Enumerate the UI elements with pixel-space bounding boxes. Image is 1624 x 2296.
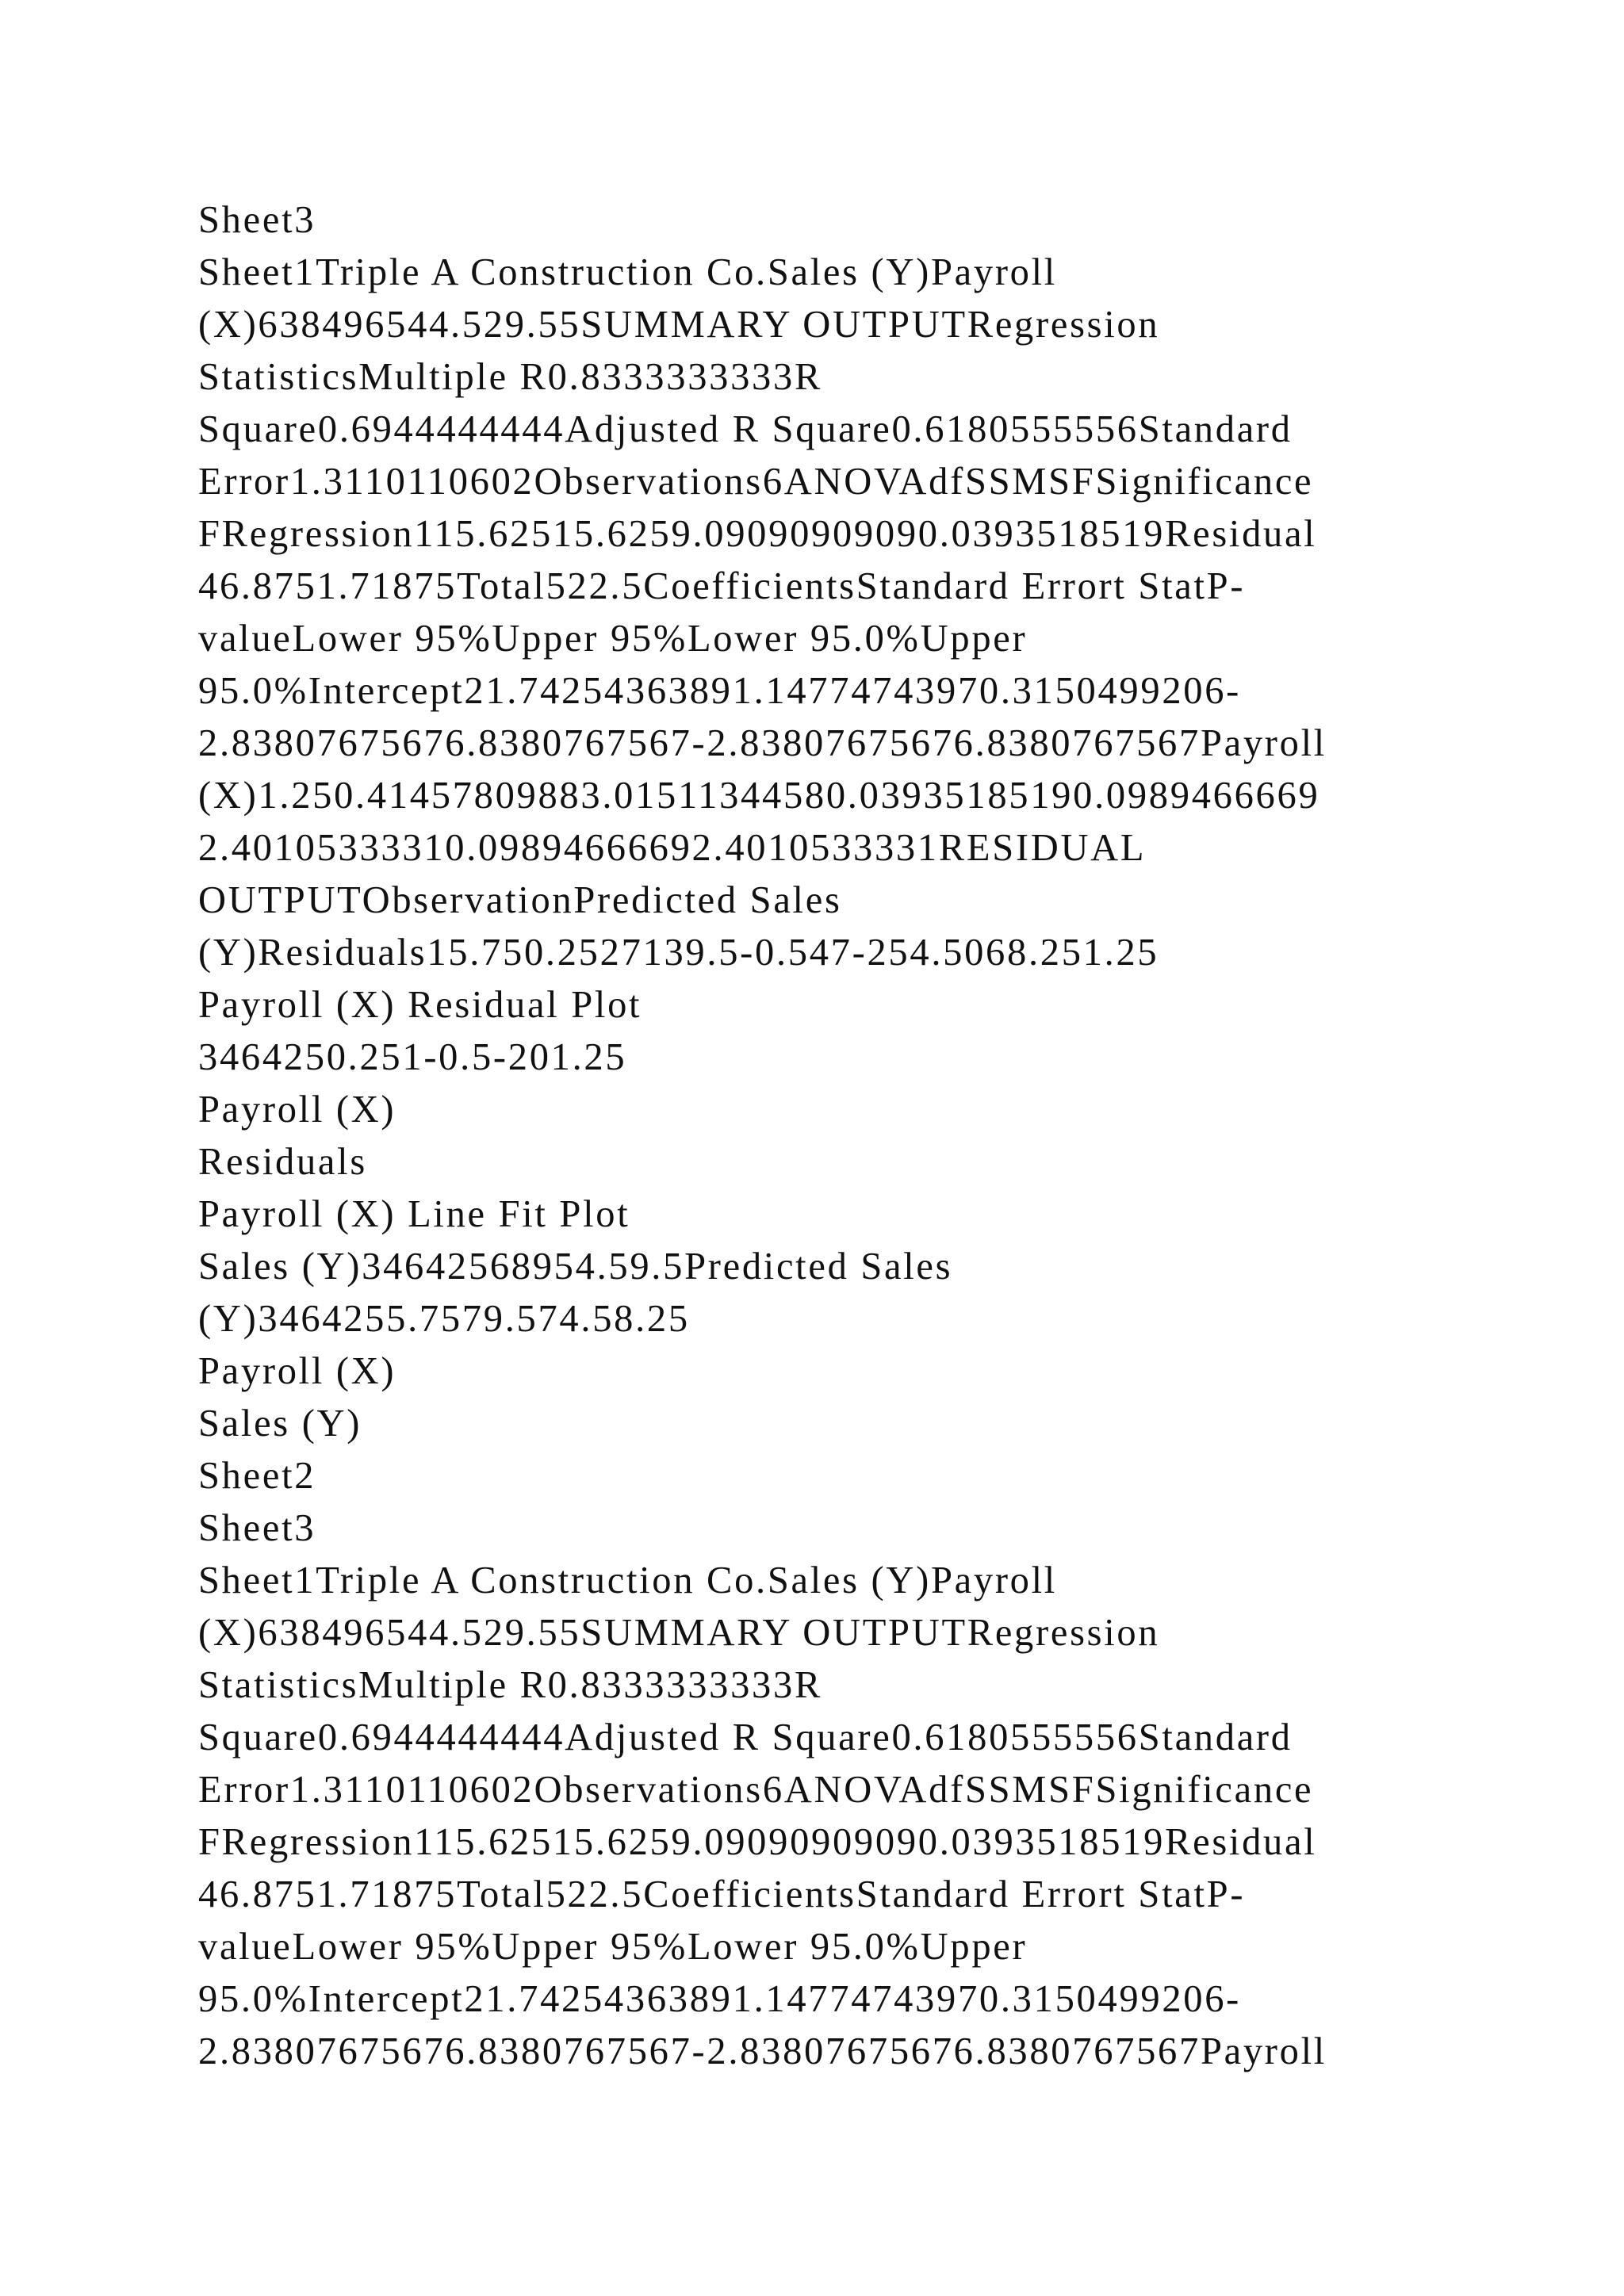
text-line: Sales (Y): [198, 1402, 362, 1445]
text-line: (X)638496544.529.55SUMMARY OUTPUTRegression: [198, 1612, 1160, 1654]
text-line: Residuals: [198, 1141, 367, 1183]
text-line: valueLower 95%Upper 95%Lower 95.0%Upper: [198, 618, 1028, 660]
text-line: Error1.3110110602Observations6ANOVAdfSSMSFSignificance: [198, 461, 1314, 503]
text-line: 3464250.251-0.5-201.25: [198, 1036, 627, 1078]
text-line: Payroll (X) Residual Plot: [198, 984, 642, 1026]
text-line: Payroll (X): [198, 1350, 396, 1392]
text-line: valueLower 95%Upper 95%Lower 95.0%Upper: [198, 1926, 1028, 1968]
text-line: 46.8751.71875Total522.5CoefficientsStandard Errort StatP-: [198, 565, 1246, 607]
text-line: Sheet2: [198, 1455, 316, 1497]
text-line: Sales (Y)34642568954.59.5Predicted Sales: [198, 1246, 953, 1288]
text-line: 95.0%Intercept21.74254363891.14774743970.3150499206-: [198, 670, 1242, 712]
text-line: Payroll (X) Line Fit Plot: [198, 1193, 630, 1235]
text-line: StatisticsMultiple R0.8333333333R: [198, 356, 822, 398]
text-line: FRegression115.62515.6259.09090909090.0393518519Residual: [198, 513, 1317, 555]
text-line: Sheet3: [198, 1507, 316, 1549]
text-line: Error1.3110110602Observations6ANOVAdfSSMSFSignificance: [198, 1769, 1314, 1811]
text-line: 95.0%Intercept21.74254363891.14774743970.3150499206-: [198, 1978, 1242, 2020]
text-line: OUTPUTObservationPredicted Sales: [198, 879, 842, 921]
text-line: Sheet1Triple A Construction Co.Sales (Y)Payroll: [198, 251, 1057, 293]
text-line: Square0.6944444444Adjusted R Square0.6180555556Standard: [198, 408, 1293, 450]
text-line: (X)638496544.529.55SUMMARY OUTPUTRegression: [198, 304, 1160, 346]
text-line: 46.8751.71875Total522.5CoefficientsStandard Errort StatP-: [198, 1873, 1246, 1915]
text-line: (X)1.250.41457809883.01511344580.03935185190.0989466669: [198, 775, 1320, 817]
text-line: 2.83807675676.8380767567-2.83807675676.8380767567Payroll: [198, 722, 1327, 764]
text-line: 2.40105333310.09894666692.4010533331RESIDUAL: [198, 827, 1147, 869]
text-line: Square0.6944444444Adjusted R Square0.6180555556Standard: [198, 1716, 1293, 1758]
text-line: Payroll (X): [198, 1089, 396, 1131]
text-line: Sheet3: [198, 199, 316, 241]
text-line: (Y)3464255.7579.574.58.25: [198, 1298, 690, 1340]
text-line: (Y)Residuals15.750.2527139.5-0.547-254.5068.251.25: [198, 932, 1159, 974]
text-line: StatisticsMultiple R0.8333333333R: [198, 1664, 822, 1706]
text-line: Sheet1Triple A Construction Co.Sales (Y)Payroll: [198, 1559, 1057, 1601]
text-line: 2.83807675676.8380767567-2.83807675676.8380767567Payroll: [198, 2030, 1327, 2072]
text-line: FRegression115.62515.6259.09090909090.0393518519Residual: [198, 1821, 1317, 1863]
document-body: [198, 194, 1594, 2078]
